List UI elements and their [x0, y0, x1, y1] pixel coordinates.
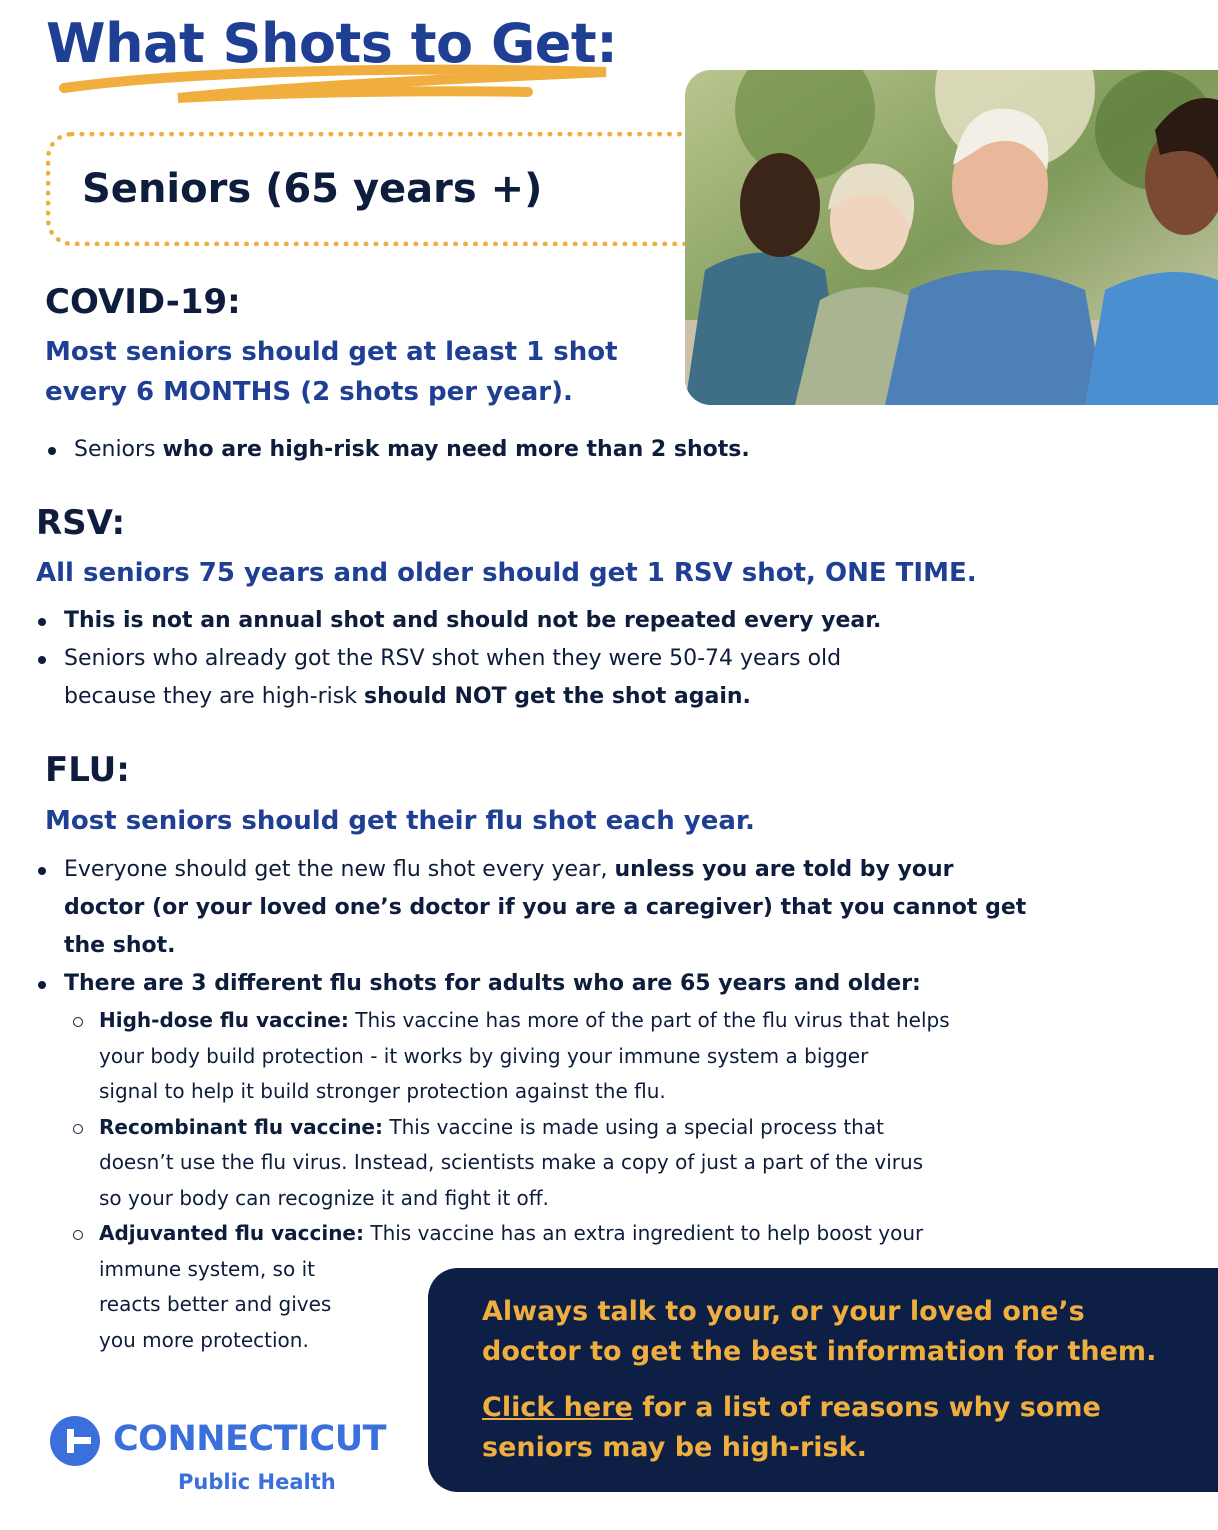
title-underline-swoosh: [58, 58, 618, 110]
flu-bullet-list: [64, 851, 1026, 1003]
rsv-heading: RSV:: [36, 503, 126, 543]
audience-label: Seniors (65 years +): [82, 166, 543, 212]
list-item: Everyone should get the new flu shot every year, unless you are told by your doctor (or your loved one’s doctor if you are a caregiver) that you cannot get the shot.: [64, 851, 1026, 965]
flu-summary: Most seniors should get their flu shot each year.: [45, 806, 755, 836]
covid-summary-line1: Most seniors should get at least 1 shot: [45, 337, 618, 367]
rsv-summary: All seniors 75 years and older should get 1 RSV shot, ONE TIME.: [36, 558, 977, 588]
click-here-link[interactable]: Click here: [482, 1392, 633, 1423]
callout-line4: seniors may be high-risk.: [482, 1432, 867, 1463]
group-of-seniors-photo: [685, 70, 1218, 405]
logo-subtitle: Public Health: [178, 1470, 336, 1494]
ct-public-health-logo-icon: [50, 1416, 100, 1466]
callout-line1: Always talk to your, or your loved one’s: [482, 1296, 1085, 1327]
list-item: Adjuvanted flu vaccine: This vaccine has an extra ingredient to help boost your immune system, so it reacts better and gives you more protection.: [99, 1216, 950, 1358]
list-item: Recombinant flu vaccine: This vaccine is made using a special process that doesn’t use the flu virus. Instead, scientists make a copy of just a part of the virus so your body can recognize it and fight it off.: [99, 1110, 950, 1217]
covid-bullet-list: [74, 431, 750, 469]
rsv-bullet-list: [64, 602, 881, 716]
list-item: This is not an annual shot and should not be repeated every year.: [64, 602, 881, 640]
list-item: Seniors who already got the RSV shot when they were 50-74 years old because they are high-risk should NOT get the shot again.: [64, 640, 881, 716]
callout-line2: doctor to get the best information for them.: [482, 1336, 1157, 1367]
list-item: There are 3 different flu shots for adults who are 65 years and older:: [64, 965, 1026, 1003]
list-item: High-dose flu vaccine: This vaccine has more of the part of the flu virus that helps your body build protection - it works by giving your immune system a bigger signal to help it build stronger protection against the flu.: [99, 1003, 950, 1110]
callout-link-line: Click here for a list of reasons why some: [482, 1392, 1101, 1423]
list-item: Seniors who are high-risk may need more than 2 shots.: [74, 431, 750, 469]
flu-heading: FLU:: [45, 750, 130, 790]
logo-wordmark: CONNECTICUT: [113, 1419, 386, 1459]
page-title: What Shots to Get:: [46, 12, 618, 75]
covid-summary-line2: every 6 MONTHS (2 shots per year).: [45, 377, 573, 407]
covid-heading: COVID-19:: [45, 282, 241, 322]
